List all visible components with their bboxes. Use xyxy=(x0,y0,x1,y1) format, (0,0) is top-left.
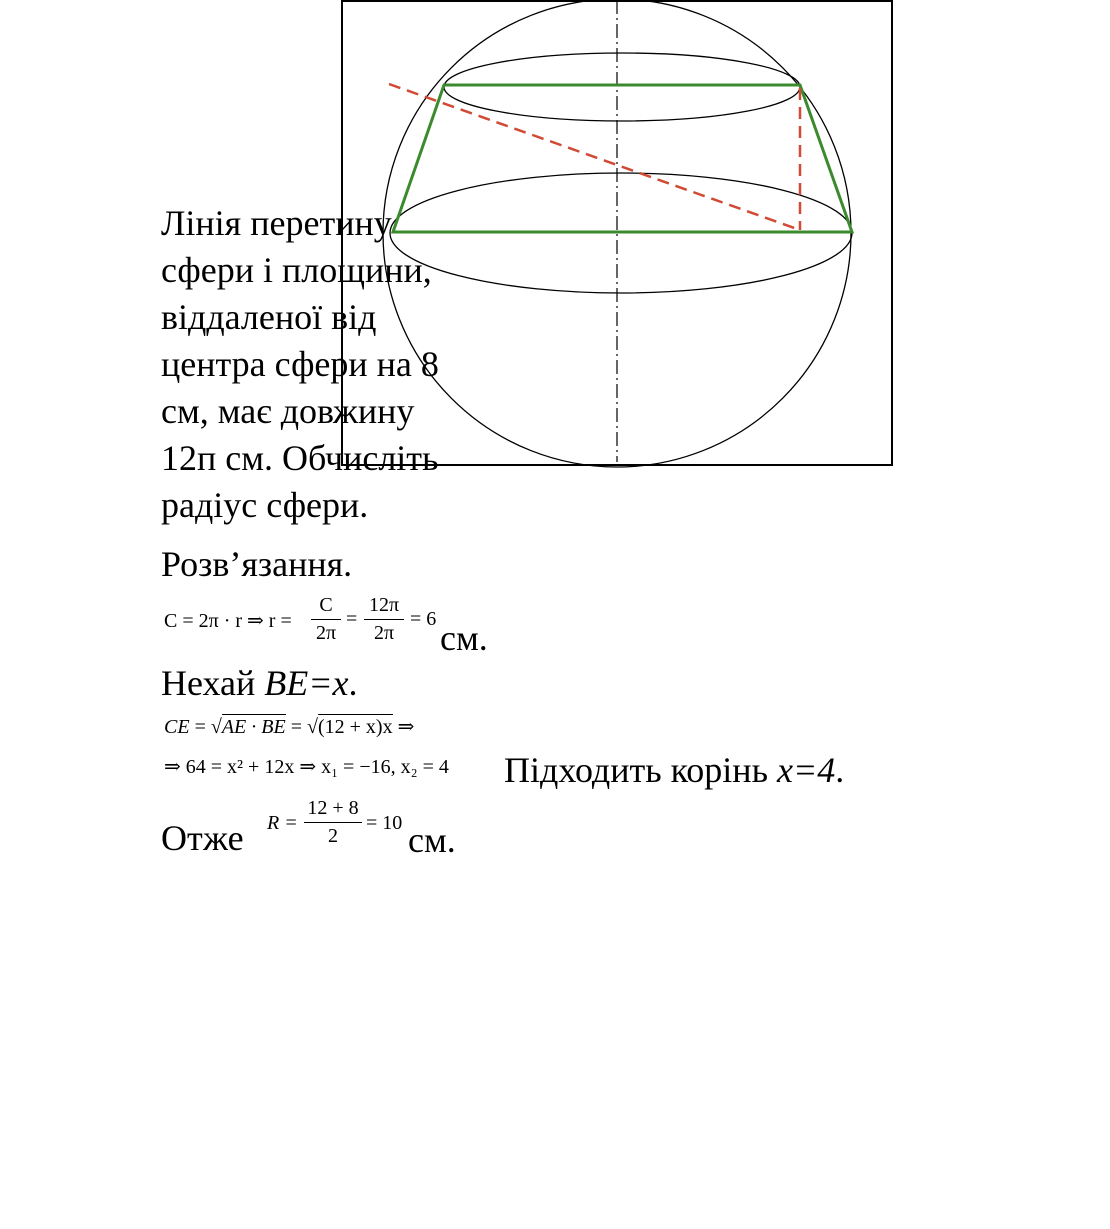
equation-quadratic: ⇒ 64 = x² + 12x ⇒ x₁ = −16, x₂ = 4 xyxy=(164,756,449,778)
result-fraction: $\frac{12 + 8}{2}$ xyxy=(304,797,362,848)
eq1-lhs: C = 2π · r ⇒ r = xyxy=(164,610,292,632)
result-prefix: Отже xyxy=(161,818,244,858)
top-section-ellipse xyxy=(444,53,800,121)
eq1-fraction-2: $\frac{12\pi}{2\pi}$ xyxy=(364,594,404,645)
solution-heading: Розв’язання. xyxy=(161,544,353,584)
eq1-fraction-1: $\frac{C}{2\pi}$ xyxy=(311,594,341,645)
let-statement: Нехай BE=x. xyxy=(161,663,358,703)
problem-statement: Лінія перетину сфери і площини, віддаленої від центра сфери на 8 см, має довжину 12п см. Обчисліть радіус сфери. xyxy=(161,203,439,525)
result-unit: см. xyxy=(408,820,456,860)
eq1-equals: = xyxy=(346,608,358,630)
eq1-unit: см. xyxy=(440,618,488,658)
eq1-rhs: = 6 xyxy=(410,608,437,630)
result-rhs: = 10 xyxy=(366,812,403,834)
result-lhs: R = xyxy=(267,812,298,834)
equation-ce: CE = √AE · BE = √(12 + x)x ⇒ xyxy=(164,716,415,738)
root-statement: Підходить корінь x=4. xyxy=(504,750,845,790)
